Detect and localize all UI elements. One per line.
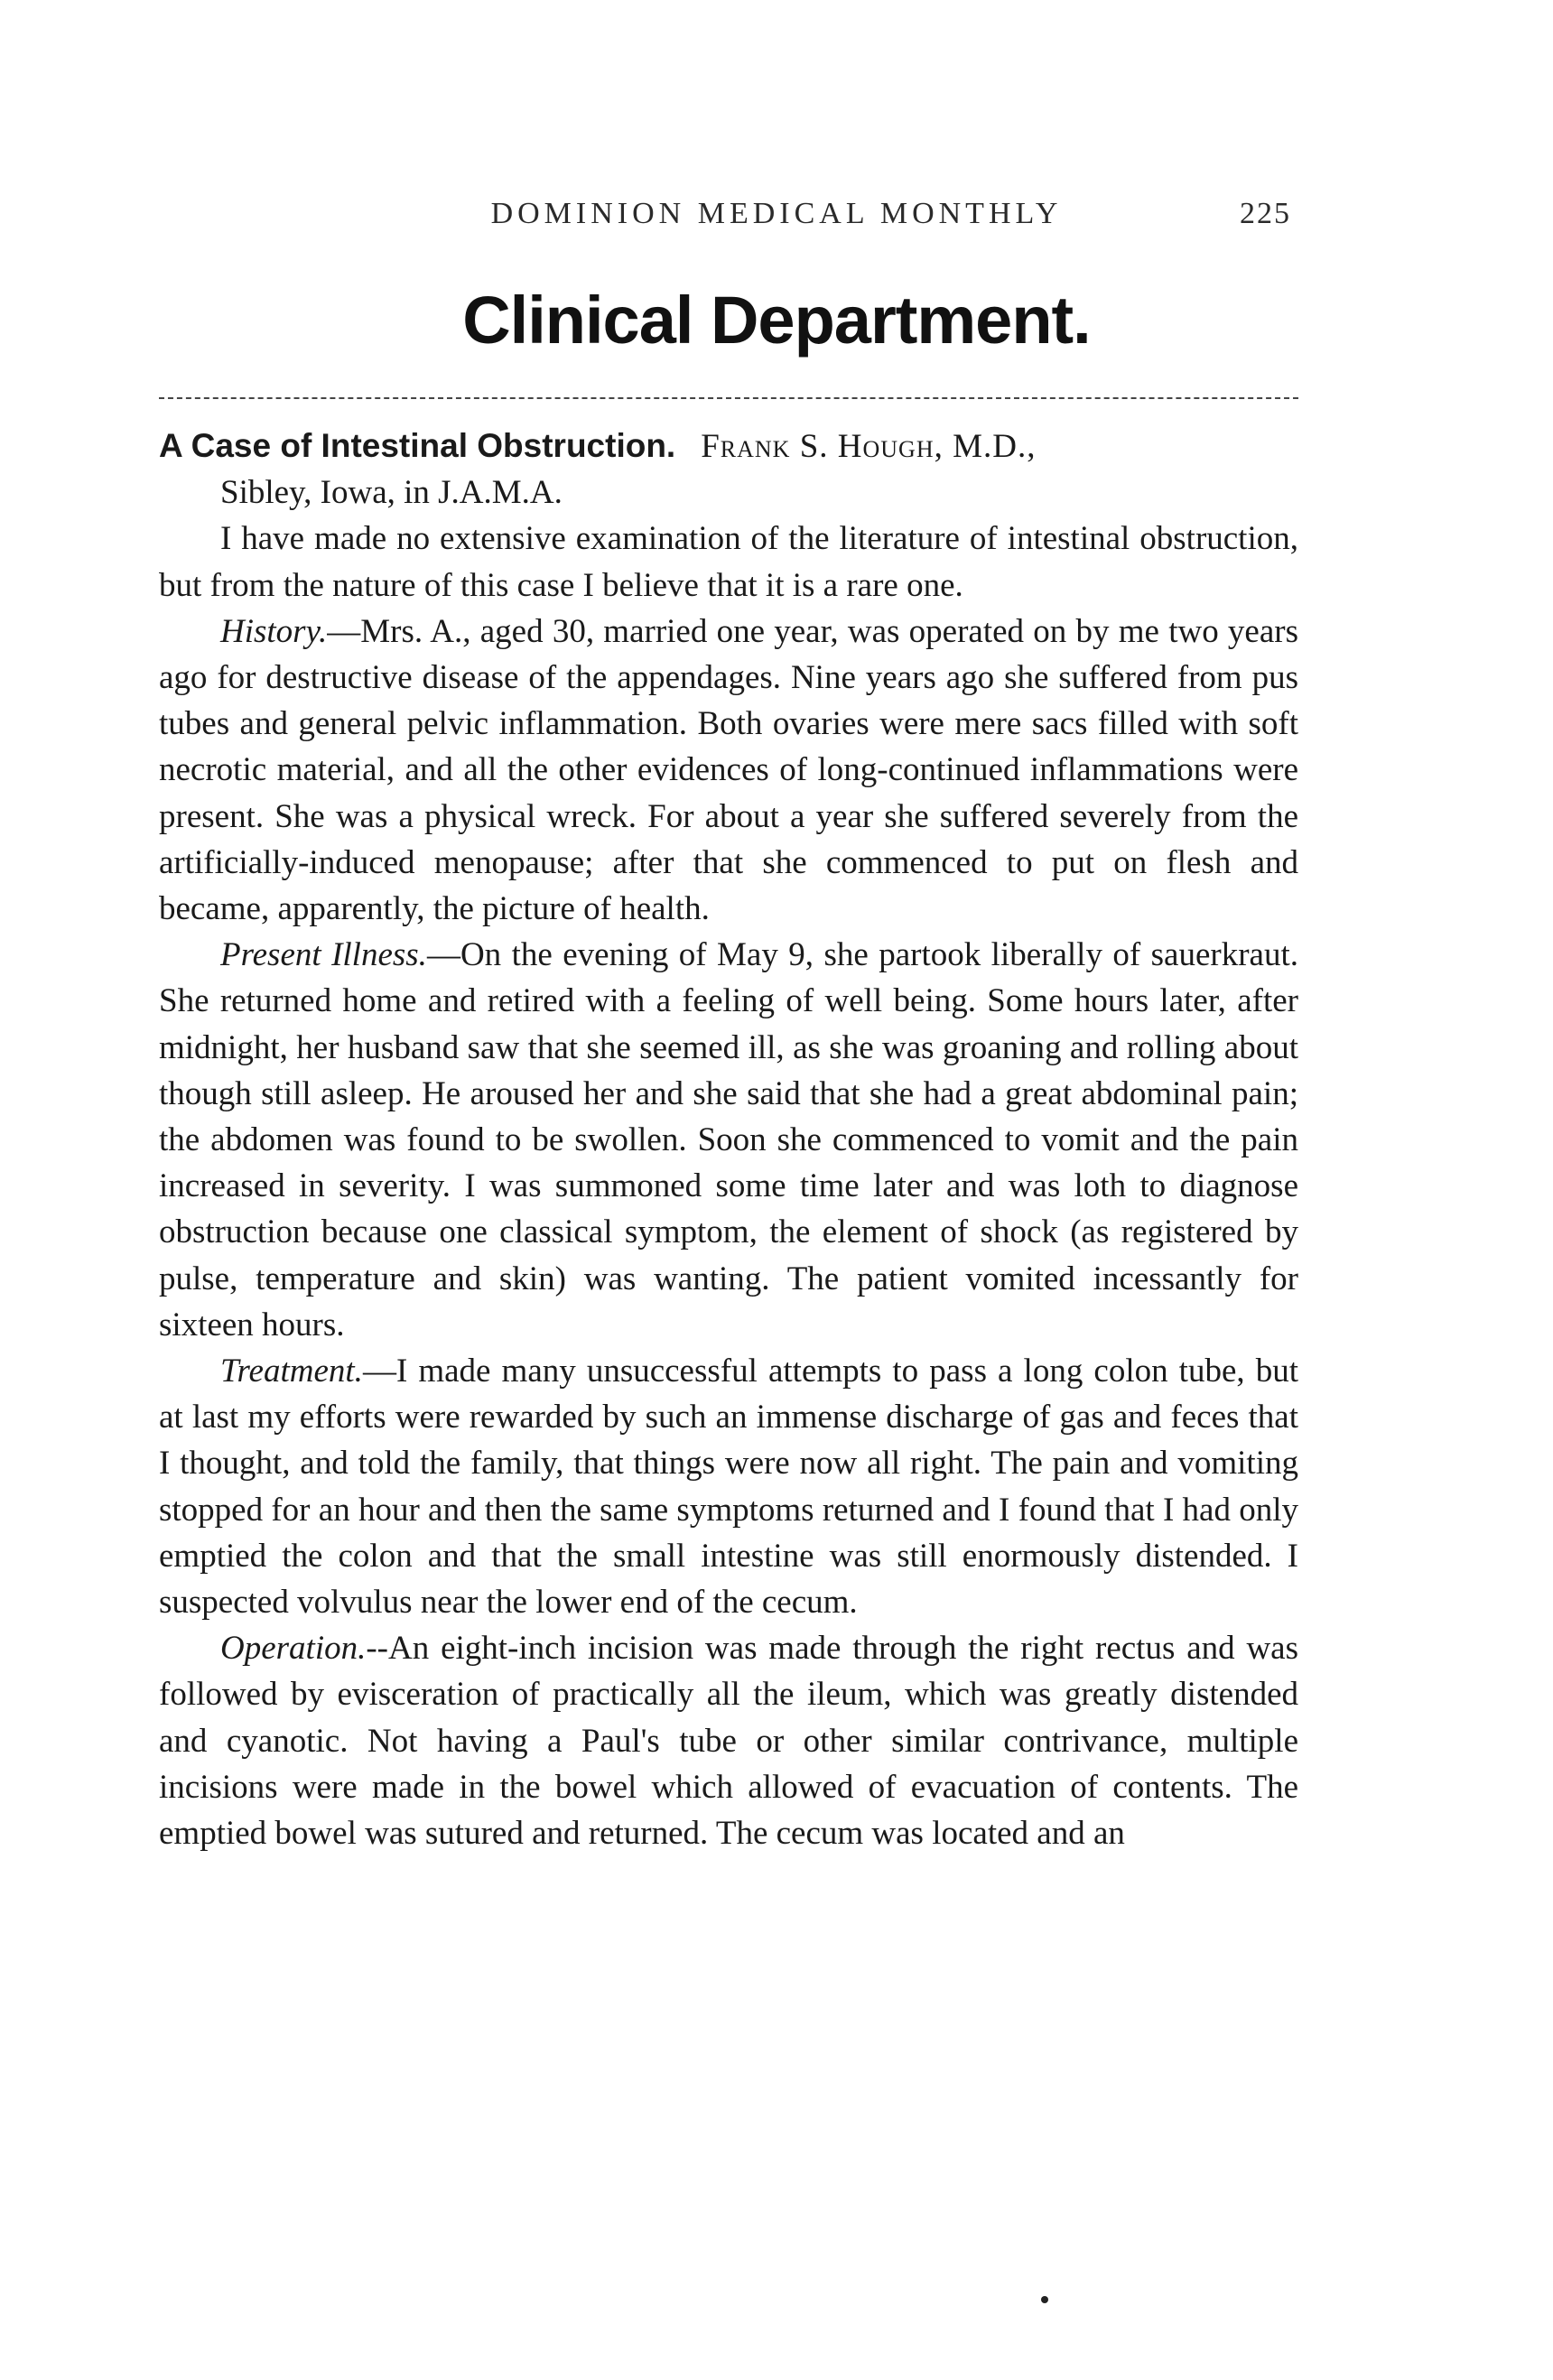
treatment-text: —I made many unsuccessful attempts to pass a long colon tube, but at last my efforts were rewarded by such an immense discharge of gas and feces that I thought, and told the family, that things were now all right. The pain and vomiting stopped for an hour and then the same symptoms returned and I found that I had only emptied the colon and that the small intestine was still enormously distended. I suspected volvulus near the lower end of the cecum. — [159, 1353, 1298, 1622]
intro-paragraph: I have made no extensive examination of the literature of intestinal obstruction, but from the nature of this case I believe that it is a rare one. — [159, 520, 1298, 604]
article-author: Frank S. Hough, M.D., — [701, 428, 1037, 465]
history-text: —Mrs. A., aged 30, married one year, was operated on by me two years ago for destructive disease of the appendages. Nine years ago she suffered from pus tubes and general pelvic inflammation. Both ovaries were mere sacs filled with soft necrotic material, and all the other evidences of long-continued inflammations were present. She was a physical wreck. For about a year she suffered severely from the artificially-induced menopause; after that she commenced to put on flesh and became, apparently, the picture of health. — [159, 612, 1298, 928]
present-illness-heading: Present Illness. — [220, 936, 427, 974]
article-body — [159, 423, 1298, 1856]
running-title: DOMINION MEDICAL MONTHLY — [490, 197, 1063, 230]
print-mark — [1041, 2296, 1048, 2303]
present-illness-paragraph — [159, 932, 1298, 1348]
operation-text: --An eight-inch incision was made through the right rectus and was followed by evisceration of practically all the ileum, which was greatly distended and cyanotic. Not having a Paul's tube or other similar contrivance, multiple incisions were made in the bowel which allowed of evacuation of contents. The emptied bowel was sutured and returned. The cecum was located and an — [159, 1630, 1298, 1853]
operation-heading: Operation. — [220, 1630, 367, 1668]
section-divider — [159, 397, 1298, 399]
page-number: 225 — [1240, 197, 1291, 230]
article-heading — [159, 423, 1298, 516]
article-source: Sibley, Iowa, in J.A.M.A. — [220, 474, 563, 512]
section-title: Clinical Department. — [462, 283, 1091, 358]
treatment-paragraph — [159, 1348, 1298, 1625]
running-header — [0, 197, 1553, 242]
article-title: A Case of Intestinal Obstruction. — [159, 427, 676, 464]
present-illness-text: —On the evening of May 9, she partook liberally of sauerkraut. She returned home and retired with a feeling of well being. Some hours later, after midnight, her husband saw that she seemed ill, as she was groaning and rolling about though still asleep. He aroused her and she said that she had a great abdominal pain; the abdomen was found to be swollen. Soon she commenced to vomit and the pain increased in severity. I was summoned some time later and was loth to diagnose obstruction because one classical symptom, the element of shock (as registered by pulse, temperature and skin) was wanting. The patient vomited incessantly for sixteen hours. — [159, 936, 1298, 1343]
treatment-heading: Treatment. — [220, 1353, 363, 1390]
history-paragraph — [159, 609, 1298, 932]
history-heading: History. — [220, 612, 328, 650]
operation-paragraph — [159, 1625, 1298, 1856]
